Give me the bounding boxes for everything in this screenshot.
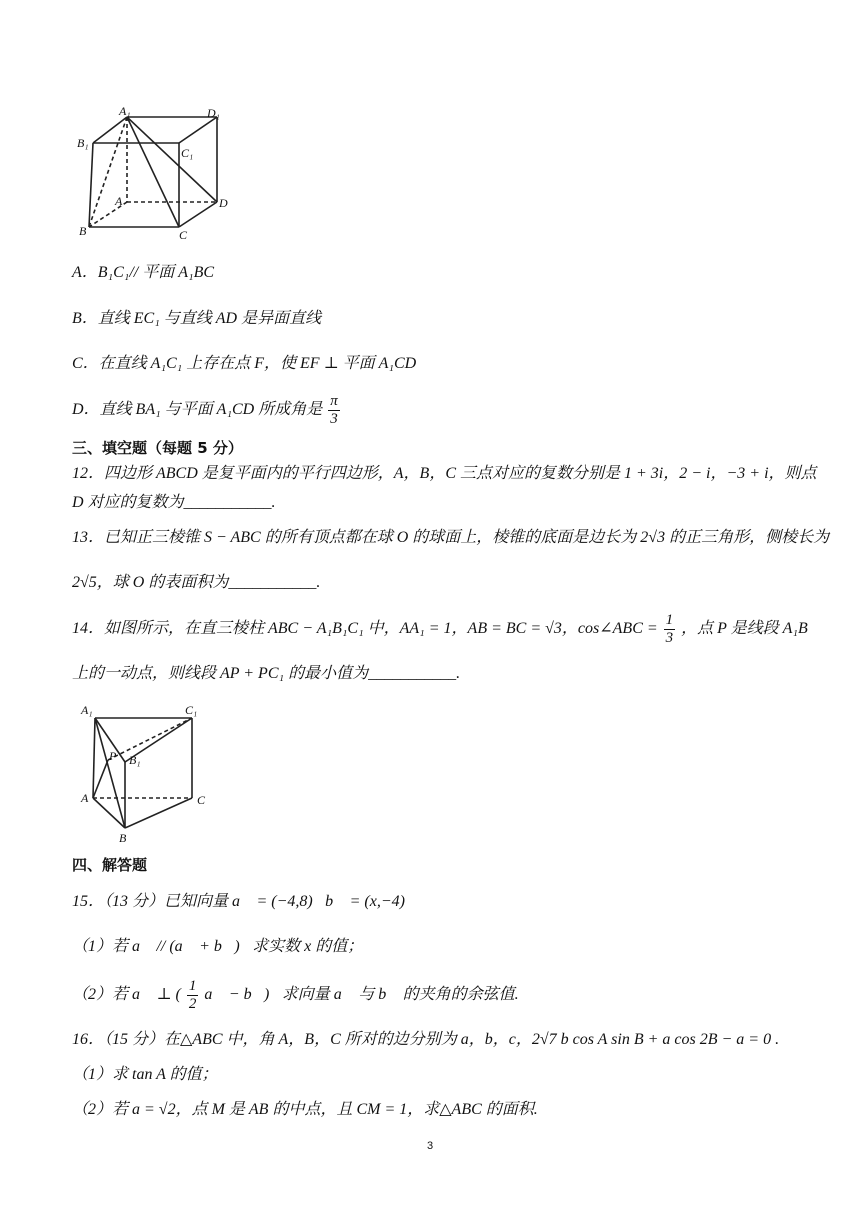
fig1-label: C₁ (181, 146, 194, 160)
q15-part2 (72, 978, 519, 1013)
q15-fraction (187, 978, 199, 1013)
q12-line2: D 对应的复数为___________. (72, 494, 276, 511)
prism-figure (75, 700, 225, 845)
q14-line1 (72, 612, 808, 647)
fig1-label: C (179, 228, 188, 242)
q15-line1: 15．（13 分）已知向量 a⃗ = (−4,8)，b⃗ = (x,−4)， (72, 893, 418, 910)
fig2-label: P (109, 749, 117, 763)
option-d-den: 3 (330, 411, 338, 427)
fig1-label: B₁ (77, 136, 89, 150)
q16-part1: （1）求 tan A 的值； (72, 1066, 218, 1083)
q12-line1: 12．四边形 ABCD 是复平面内的平行四边形，A，B，C 三点对应的复数分别是 1 + 3i，2 − i，−3 + i，则点 (72, 465, 817, 482)
q16-line1: 16．（15 分）在△ABC 中，角 A，B，C 所对的边分别为 a，b，c，2√7 b cos A sin B + a cos 2B − a = 0 . (72, 1031, 780, 1048)
section-4-heading: 四、解答题 (72, 856, 148, 874)
fig1-label: D₁ (207, 106, 220, 120)
q13-line1: 13．已知正三棱锥 S − ABC 的所有顶点都在球 O 的球面上，棱锥的底面是边长为 2√3 的正三角形，侧棱长为 (72, 529, 830, 546)
fig1-label: A₁ (119, 105, 131, 118)
option-b: B．直线 EC₁ 与直线 AD 是异面直线 (72, 310, 322, 327)
section-3-heading: 三、填空题（每题 5 分） (72, 439, 243, 457)
fig1-label: A (115, 194, 123, 208)
cube-figure (75, 105, 235, 245)
fig2-label: A (81, 791, 89, 805)
q14-frac-num: 1 (665, 612, 674, 628)
q15-frac-num: 1 (188, 978, 197, 994)
q15-frac-den: 2 (188, 996, 197, 1012)
page-number: 3 (426, 1140, 434, 1152)
fig2-label: C₁ (185, 703, 198, 717)
fig1-label: D (219, 196, 228, 210)
fig2-label: C (197, 793, 206, 807)
q14-line1b: ，点 P 是线段 A₁B (681, 620, 808, 638)
q16-part2: （2）若 a = √2，点 M 是 AB 的中点，且 CM = 1，求△ABC 的面积. (72, 1101, 538, 1118)
q15-part1: （1）若 a⃗ // (a⃗ + b⃗)，求实数 x 的值； (72, 938, 364, 955)
q14-frac-den: 3 (665, 630, 674, 646)
option-a: A．B₁C₁// 平面 A₁BC (72, 264, 215, 281)
q15-part2b: a⃗ − b⃗)，求向量 a⃗ 与 b⃗ 的夹角的余弦值. (204, 986, 519, 1004)
option-d-fraction (328, 393, 340, 428)
option-d (72, 393, 342, 428)
option-c: C．在直线 A₁C₁ 上存在点 F，使 EF ⊥ 平面 A₁CD (72, 355, 417, 372)
option-d-text: D．直线 BA₁ 与平面 A₁CD 所成角是 (72, 401, 323, 419)
q14-fraction (664, 612, 676, 647)
fig1-label: B (79, 224, 87, 238)
q14-line1a: 14．如图所示，在直三棱柱 ABC − A₁B₁C₁ 中，AA₁ = 1，AB = BC = √3，cos∠ABC = (72, 620, 658, 638)
fig2-label: B₁ (129, 753, 141, 767)
option-d-num: π (330, 393, 338, 409)
q13-line2: 2√5，球 O 的表面积为___________. (72, 574, 321, 591)
q15-part2a: （2）若 a⃗ ⊥ ( (72, 986, 181, 1004)
q14-line2: 上的一动点，则线段 AP + PC₁ 的最小值为___________. (72, 665, 461, 682)
fig2-label: A₁ (81, 703, 93, 717)
fig2-label: B (119, 831, 127, 845)
